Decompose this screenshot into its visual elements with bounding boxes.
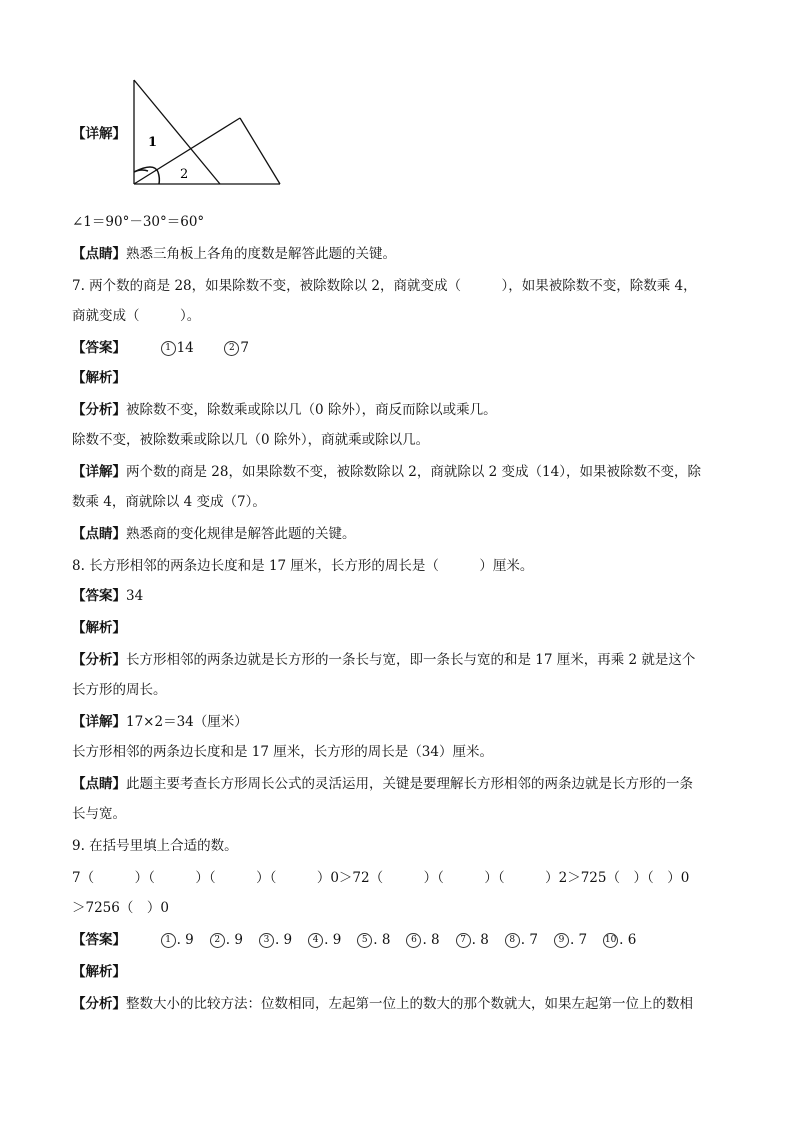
answer-value: 34 bbox=[126, 588, 144, 604]
answer-value: . 6 bbox=[619, 932, 637, 948]
question-9: 9. 在括号里填上合适的数。 bbox=[72, 838, 238, 854]
answer-item bbox=[357, 932, 390, 948]
analysis-sub-tag: 【分析】 bbox=[72, 402, 126, 418]
detail-text: 两个数的商是 28，如果除数不变，被除数除以 2，商就除以 2 变成（14），如果被除数不变，除 bbox=[126, 464, 701, 480]
answer-value: . 9 bbox=[274, 932, 293, 948]
answer-item bbox=[456, 932, 489, 948]
q8-detail-2: 长方形相邻的两条边长度和是 17 厘米，长方形的周长是（34）厘米。 bbox=[72, 744, 493, 760]
answer-value: 7 bbox=[240, 340, 249, 356]
triangle-figure bbox=[128, 76, 288, 192]
angle-1-label: 1 bbox=[148, 135, 158, 150]
tip-text: 熟悉三角板上各角的度数是解答此题的关键。 bbox=[126, 246, 396, 262]
answer-value: . 7 bbox=[520, 932, 538, 948]
q8-tip bbox=[72, 774, 693, 794]
q8-answer bbox=[72, 586, 143, 606]
circled-number: 2 bbox=[224, 341, 239, 356]
question-7-line-1: 7. 两个数的商是 28，如果除数不变，被除数除以 2，商就变成（ ），如果被除数不变，除数乘 4， bbox=[72, 278, 697, 294]
answer-item bbox=[505, 932, 538, 948]
answer-item bbox=[554, 932, 587, 948]
circled-number: 4 bbox=[308, 933, 323, 948]
question-7-line-2: 商就变成（ ）。 bbox=[72, 308, 201, 324]
q7-analysis bbox=[72, 400, 497, 420]
angle-equation: ∠1＝90°－30°＝60° bbox=[72, 214, 205, 230]
angle-2-label: 2 bbox=[180, 167, 189, 182]
answer-item bbox=[603, 932, 636, 948]
question-9-blanks-2: ＞7256（ ）0 bbox=[72, 900, 169, 916]
answer-tag: 【答案】 bbox=[72, 340, 126, 356]
q7-detail bbox=[72, 462, 701, 482]
analysis-sub-tag: 【分析】 bbox=[72, 996, 126, 1012]
tip-line bbox=[72, 244, 396, 264]
circled-number: 8 bbox=[505, 933, 520, 948]
detail-tag: 【详解】 bbox=[72, 714, 126, 730]
answer-value: . 8 bbox=[471, 932, 489, 948]
q7-detail-2: 数乘 4，商就除以 4 变成（7）。 bbox=[72, 494, 266, 510]
figure-detail-tag: 【详解】 bbox=[72, 126, 126, 142]
answer-item bbox=[406, 932, 439, 948]
circled-number: 3 bbox=[259, 933, 274, 948]
analysis-text: 被除数不变，除数乘或除以几（0 除外），商反而除以或乘几。 bbox=[126, 402, 497, 418]
q8-analysis-2: 长方形的周长。 bbox=[72, 682, 167, 698]
circled-number: 9 bbox=[554, 933, 569, 948]
answer-tag: 【答案】 bbox=[72, 932, 126, 948]
tip-text: 熟悉商的变化规律是解答此题的关键。 bbox=[126, 526, 356, 542]
circled-number: 7 bbox=[456, 933, 471, 948]
circled-number: 2 bbox=[210, 933, 225, 948]
analysis-tag: 【解析】 bbox=[72, 964, 126, 980]
answer-value: . 9 bbox=[324, 932, 342, 948]
q9-analysis bbox=[72, 994, 693, 1014]
circled-number: 5 bbox=[357, 933, 372, 948]
triangle-diagram bbox=[128, 76, 288, 188]
analysis-sub-tag: 【分析】 bbox=[72, 652, 126, 668]
answer-tag: 【答案】 bbox=[72, 588, 126, 604]
q8-tip-2: 长与宽。 bbox=[72, 806, 126, 822]
circled-number: 10 bbox=[603, 933, 618, 948]
analysis-text: 整数大小的比较方法：位数相同，左起第一位上的数大的那个数就大，如果左起第一位上的数相 bbox=[126, 996, 693, 1012]
answer-item bbox=[210, 932, 243, 948]
answer-item bbox=[161, 932, 194, 948]
circled-number: 1 bbox=[161, 933, 176, 948]
analysis-text: 长方形相邻的两条边就是长方形的一条长与宽，即一条长与宽的和是 17 厘米，再乘 2 就是这个 bbox=[126, 652, 696, 668]
analysis-tag: 【解析】 bbox=[72, 370, 126, 386]
answer-value: . 8 bbox=[422, 932, 440, 948]
q7-analysis-2: 除数不变，被除数乘或除以几（0 除外），商就乘或除以几。 bbox=[72, 432, 430, 448]
q8-analysis bbox=[72, 650, 695, 670]
question-9-blanks-1: 7（ ）（ ）（ ）（ ）0＞72（ ）（ ）（ ）2＞725（ ）（ ）0 bbox=[72, 870, 690, 886]
answer-value: . 9 bbox=[176, 932, 194, 948]
answer-value: . 8 bbox=[373, 932, 391, 948]
answer-item bbox=[308, 932, 341, 948]
q7-tip bbox=[72, 524, 356, 544]
q8-detail bbox=[72, 712, 248, 732]
tip-tag: 【点睛】 bbox=[72, 526, 126, 542]
answer-item bbox=[259, 932, 292, 948]
circled-number: 1 bbox=[161, 341, 176, 356]
answer-value: . 7 bbox=[569, 932, 588, 948]
detail-text: 17×2＝34（厘米） bbox=[126, 714, 248, 730]
circled-number: 6 bbox=[406, 933, 421, 948]
question-8: 8. 长方形相邻的两条边长度和是 17 厘米，长方形的周长是（ ）厘米。 bbox=[72, 558, 534, 574]
tip-text: 此题主要考查长方形周长公式的灵活运用，关键是要理解长方形相邻的两条边就是长方形的一条 bbox=[126, 776, 693, 792]
answer-value: . 9 bbox=[225, 932, 243, 948]
answer-value: 14 bbox=[176, 340, 194, 356]
q9-answer bbox=[72, 930, 652, 950]
q7-answer bbox=[72, 338, 249, 358]
analysis-tag: 【解析】 bbox=[72, 620, 126, 636]
q9-answer-list bbox=[161, 932, 653, 948]
tip-tag: 【点睛】 bbox=[72, 776, 126, 792]
detail-tag: 【详解】 bbox=[72, 464, 126, 480]
tip-tag: 【点睛】 bbox=[72, 246, 126, 262]
